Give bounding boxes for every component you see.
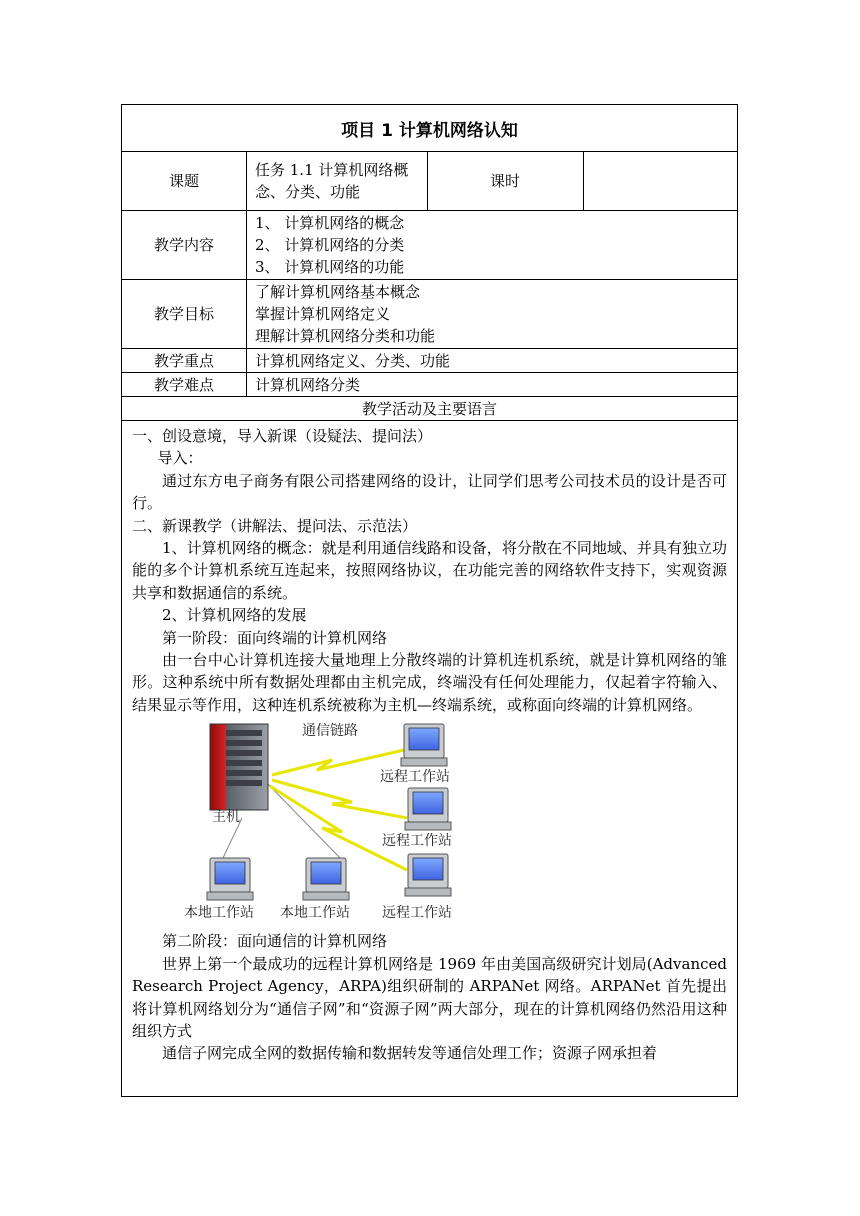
- content-row: [122, 211, 737, 280]
- content-item: 3、 计算机网络的功能: [255, 258, 405, 276]
- topic-label: 课题: [168, 172, 199, 190]
- remote-label: 远程工作站: [380, 769, 450, 786]
- paragraph: 通信子网完成全网的数据传输和数据转发等通信处理工作；资源子网承担着: [162, 1044, 658, 1063]
- paragraph: 第一阶段：面向终端的计算机网络: [162, 628, 388, 647]
- title-row: [122, 105, 737, 152]
- difficult-points-value: 计算机网络分类: [255, 375, 361, 394]
- paragraph: 世界上第一个最成功的远程计算机网络是 1969 年由美国高级研究计划局(Advanced Research Project Agency，ARPA)组织研制的 ARPANet 网络。ARPANet 首先提出将计算机网络划分为“通信子网”和“资源子网”两大部分，现在的计算机网络仍然沿用这种组织方式: [132, 954, 727, 1040]
- local-label: 本地工作站: [280, 905, 350, 922]
- goal-item: 掌握计算机网络定义: [255, 305, 391, 323]
- local-label: 本地工作站: [184, 905, 254, 922]
- lesson-plan-table: [121, 104, 738, 1097]
- host-terminal-network-figure: [182, 720, 502, 926]
- host-server: [210, 724, 268, 810]
- remote-terminal: [405, 854, 451, 896]
- activities-header: 教学活动及主要语言: [361, 399, 497, 418]
- paragraph: 第二阶段：面向通信的计算机网络: [162, 932, 388, 951]
- paragraph: 通过东方电子商务有限公司搭建网络的设计，让同学们思考公司技术员的设计是否可行。: [132, 471, 727, 513]
- page-title: 项目 1 计算机网络认知: [341, 120, 518, 141]
- content-item: 2、 计算机网络的分类: [255, 236, 405, 254]
- remote-label: 远程工作站: [382, 905, 452, 922]
- difficult-points-row: [122, 373, 737, 397]
- paragraph: 2、计算机网络的发展: [162, 606, 307, 625]
- paragraph: 1、计算机网络的概念：就是利用通信线路和设备，将分散在不同地域、并具有独立功能的多个计算机系统互连起来，按照网络协议，在功能完善的网络软件支持下，实观资源共享和数据通信的系统。: [132, 539, 727, 602]
- host-label: 主机: [212, 809, 240, 826]
- remote-label: 远程工作站: [382, 833, 452, 850]
- goals-row: [122, 280, 737, 349]
- topic-value: 任务 1.1 计算机网络概念、分类、功能: [255, 161, 409, 201]
- goal-item: 了解计算机网络基本概念: [255, 283, 421, 301]
- wire-link: [264, 780, 342, 860]
- goals-label: 教学目标: [153, 305, 214, 323]
- content-label: 教学内容: [153, 236, 214, 254]
- content-item: 1、 计算机网络的概念: [255, 214, 405, 232]
- remote-terminal: [405, 788, 451, 830]
- section-heading: 一、创设意境，导入新课（设疑法、提问法）: [132, 427, 433, 445]
- key-points-value: 计算机网络定义、分类、功能: [255, 351, 451, 370]
- goal-item: 理解计算机网络分类和功能: [255, 327, 436, 345]
- lesson-body: [122, 421, 737, 1065]
- hours-label: 课时: [489, 172, 520, 190]
- key-points-label: 教学重点: [153, 351, 214, 370]
- remote-terminal: [401, 724, 447, 766]
- local-terminal: [207, 858, 253, 900]
- paragraph: 由一台中心计算机连接大量地理上分散终端的计算机连机系统，就是计算机网络的雏形。这种系统中所有数据处理都由主机完成，终端没有任何处理能力，仅起着字符输入、结果显示等作用，这种连机系统被称为主机—终端系统，或称面向终端的计算机网络。: [132, 651, 727, 714]
- section-heading: 二、新课教学（讲解法、提问法、示范法）: [132, 516, 418, 535]
- key-points-row: [122, 349, 737, 373]
- activities-header-row: [122, 397, 737, 421]
- paragraph: 导入：: [157, 449, 203, 468]
- link-label: 通信链路: [302, 723, 358, 740]
- topic-row: [122, 152, 737, 211]
- local-terminal: [303, 858, 349, 900]
- difficult-points-label: 教学难点: [153, 375, 214, 394]
